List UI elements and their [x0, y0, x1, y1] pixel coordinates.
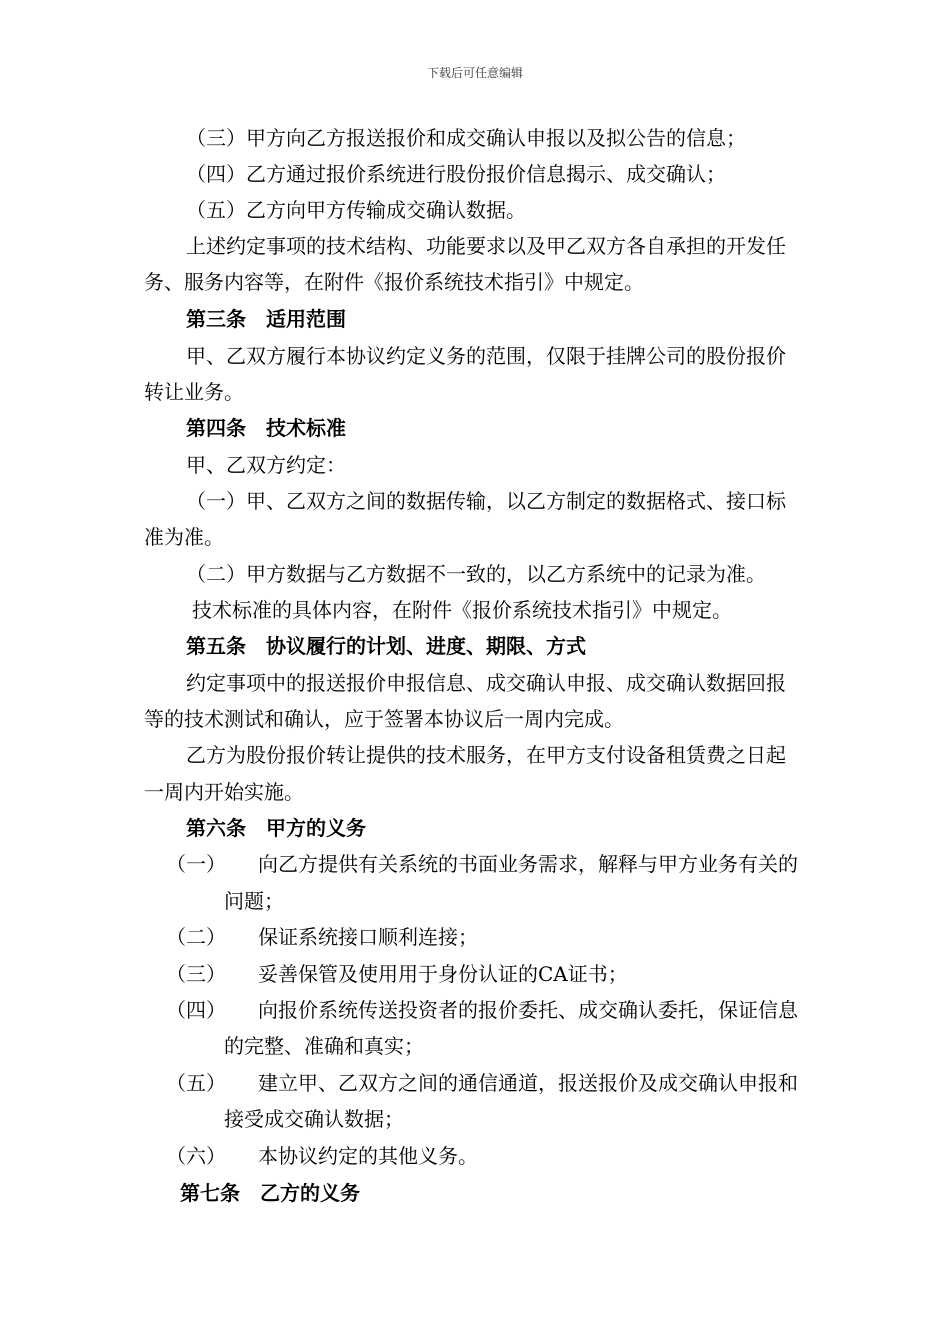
list-number: （三） [166, 962, 226, 986]
list-item-continuation: 的完整、准确和真实； [224, 1034, 424, 1058]
list-item: 向报价系统传送投资者的报价委托、成交确认委托，保证信息 [258, 998, 798, 1022]
clause-item-3: （三）甲方向乙方报送报价和成交确认申报以及拟公告的信息； [186, 126, 746, 150]
clause-item-5: （五）乙方向甲方传输成交确认数据。 [186, 198, 526, 222]
section-heading: 第七条 乙方的义务 [180, 1181, 360, 1205]
list-item: 妥善保管及使用用于身份认证的CA证书； [258, 962, 628, 986]
paragraph-text: 乙方为股份报价转让提供的技术服务，在甲方支付设备租赁费之日起 [186, 743, 786, 767]
clause-item-4: （四）乙方通过报价系统进行股份报价信息揭示、成交确认； [186, 162, 726, 186]
paragraph-text: 甲、乙双方约定： [186, 453, 346, 477]
list-item-continuation: 接受成交确认数据； [224, 1107, 404, 1131]
list-item: 向乙方提供有关系统的书面业务需求，解释与甲方业务有关的 [258, 852, 798, 876]
list-number: （四） [166, 998, 226, 1022]
paragraph-text: 甲、乙双方履行本协议约定义务的范围，仅限于挂牌公司的股份报价 [186, 344, 786, 368]
paragraph-text: 准为准。 [144, 525, 224, 549]
page-header: 下载后可任意编辑 [426, 66, 523, 80]
paragraph-text: 务、服务内容等，在附件《报价系统技术指引》中规定。 [144, 270, 644, 294]
list-item: 保证系统接口顺利连接； [258, 925, 478, 949]
list-number: （一） [166, 852, 226, 876]
paragraph-text: 一周内开始实施。 [144, 780, 304, 804]
paragraph-text: （一）甲、乙双方之间的数据传输，以乙方制定的数据格式、接口标 [186, 489, 786, 513]
section-heading: 第三条 适用范围 [186, 307, 346, 331]
paragraph-text: 等的技术测试和确认，应于签署本协议后一周内完成。 [144, 707, 624, 731]
section-heading: 第五条 协议履行的计划、进度、期限、方式 [186, 634, 586, 658]
paragraph-text: 转让业务。 [144, 380, 244, 404]
paragraph-text: 约定事项中的报送报价申报信息、成交确认申报、成交确认数据回报 [186, 671, 786, 695]
paragraph-text: 技术标准的具体内容，在附件《报价系统技术指引》中规定。 [192, 598, 732, 622]
section-heading: 第六条 甲方的义务 [186, 816, 366, 840]
section-heading: 第四条 技术标准 [186, 416, 346, 440]
list-item-continuation: 问题； [224, 889, 284, 913]
paragraph-text: 上述约定事项的技术结构、功能要求以及甲乙双方各自承担的开发任 [186, 234, 786, 258]
list-number: （六） [166, 1144, 226, 1168]
list-item: 本协议约定的其他义务。 [258, 1144, 478, 1168]
list-number: （二） [166, 925, 226, 949]
list-number: （五） [166, 1071, 226, 1095]
paragraph-text: （二）甲方数据与乙方数据不一致的，以乙方系统中的记录为准。 [186, 562, 766, 586]
list-item: 建立甲、乙双方之间的通信通道，报送报价及成交确认申报和 [258, 1071, 798, 1095]
